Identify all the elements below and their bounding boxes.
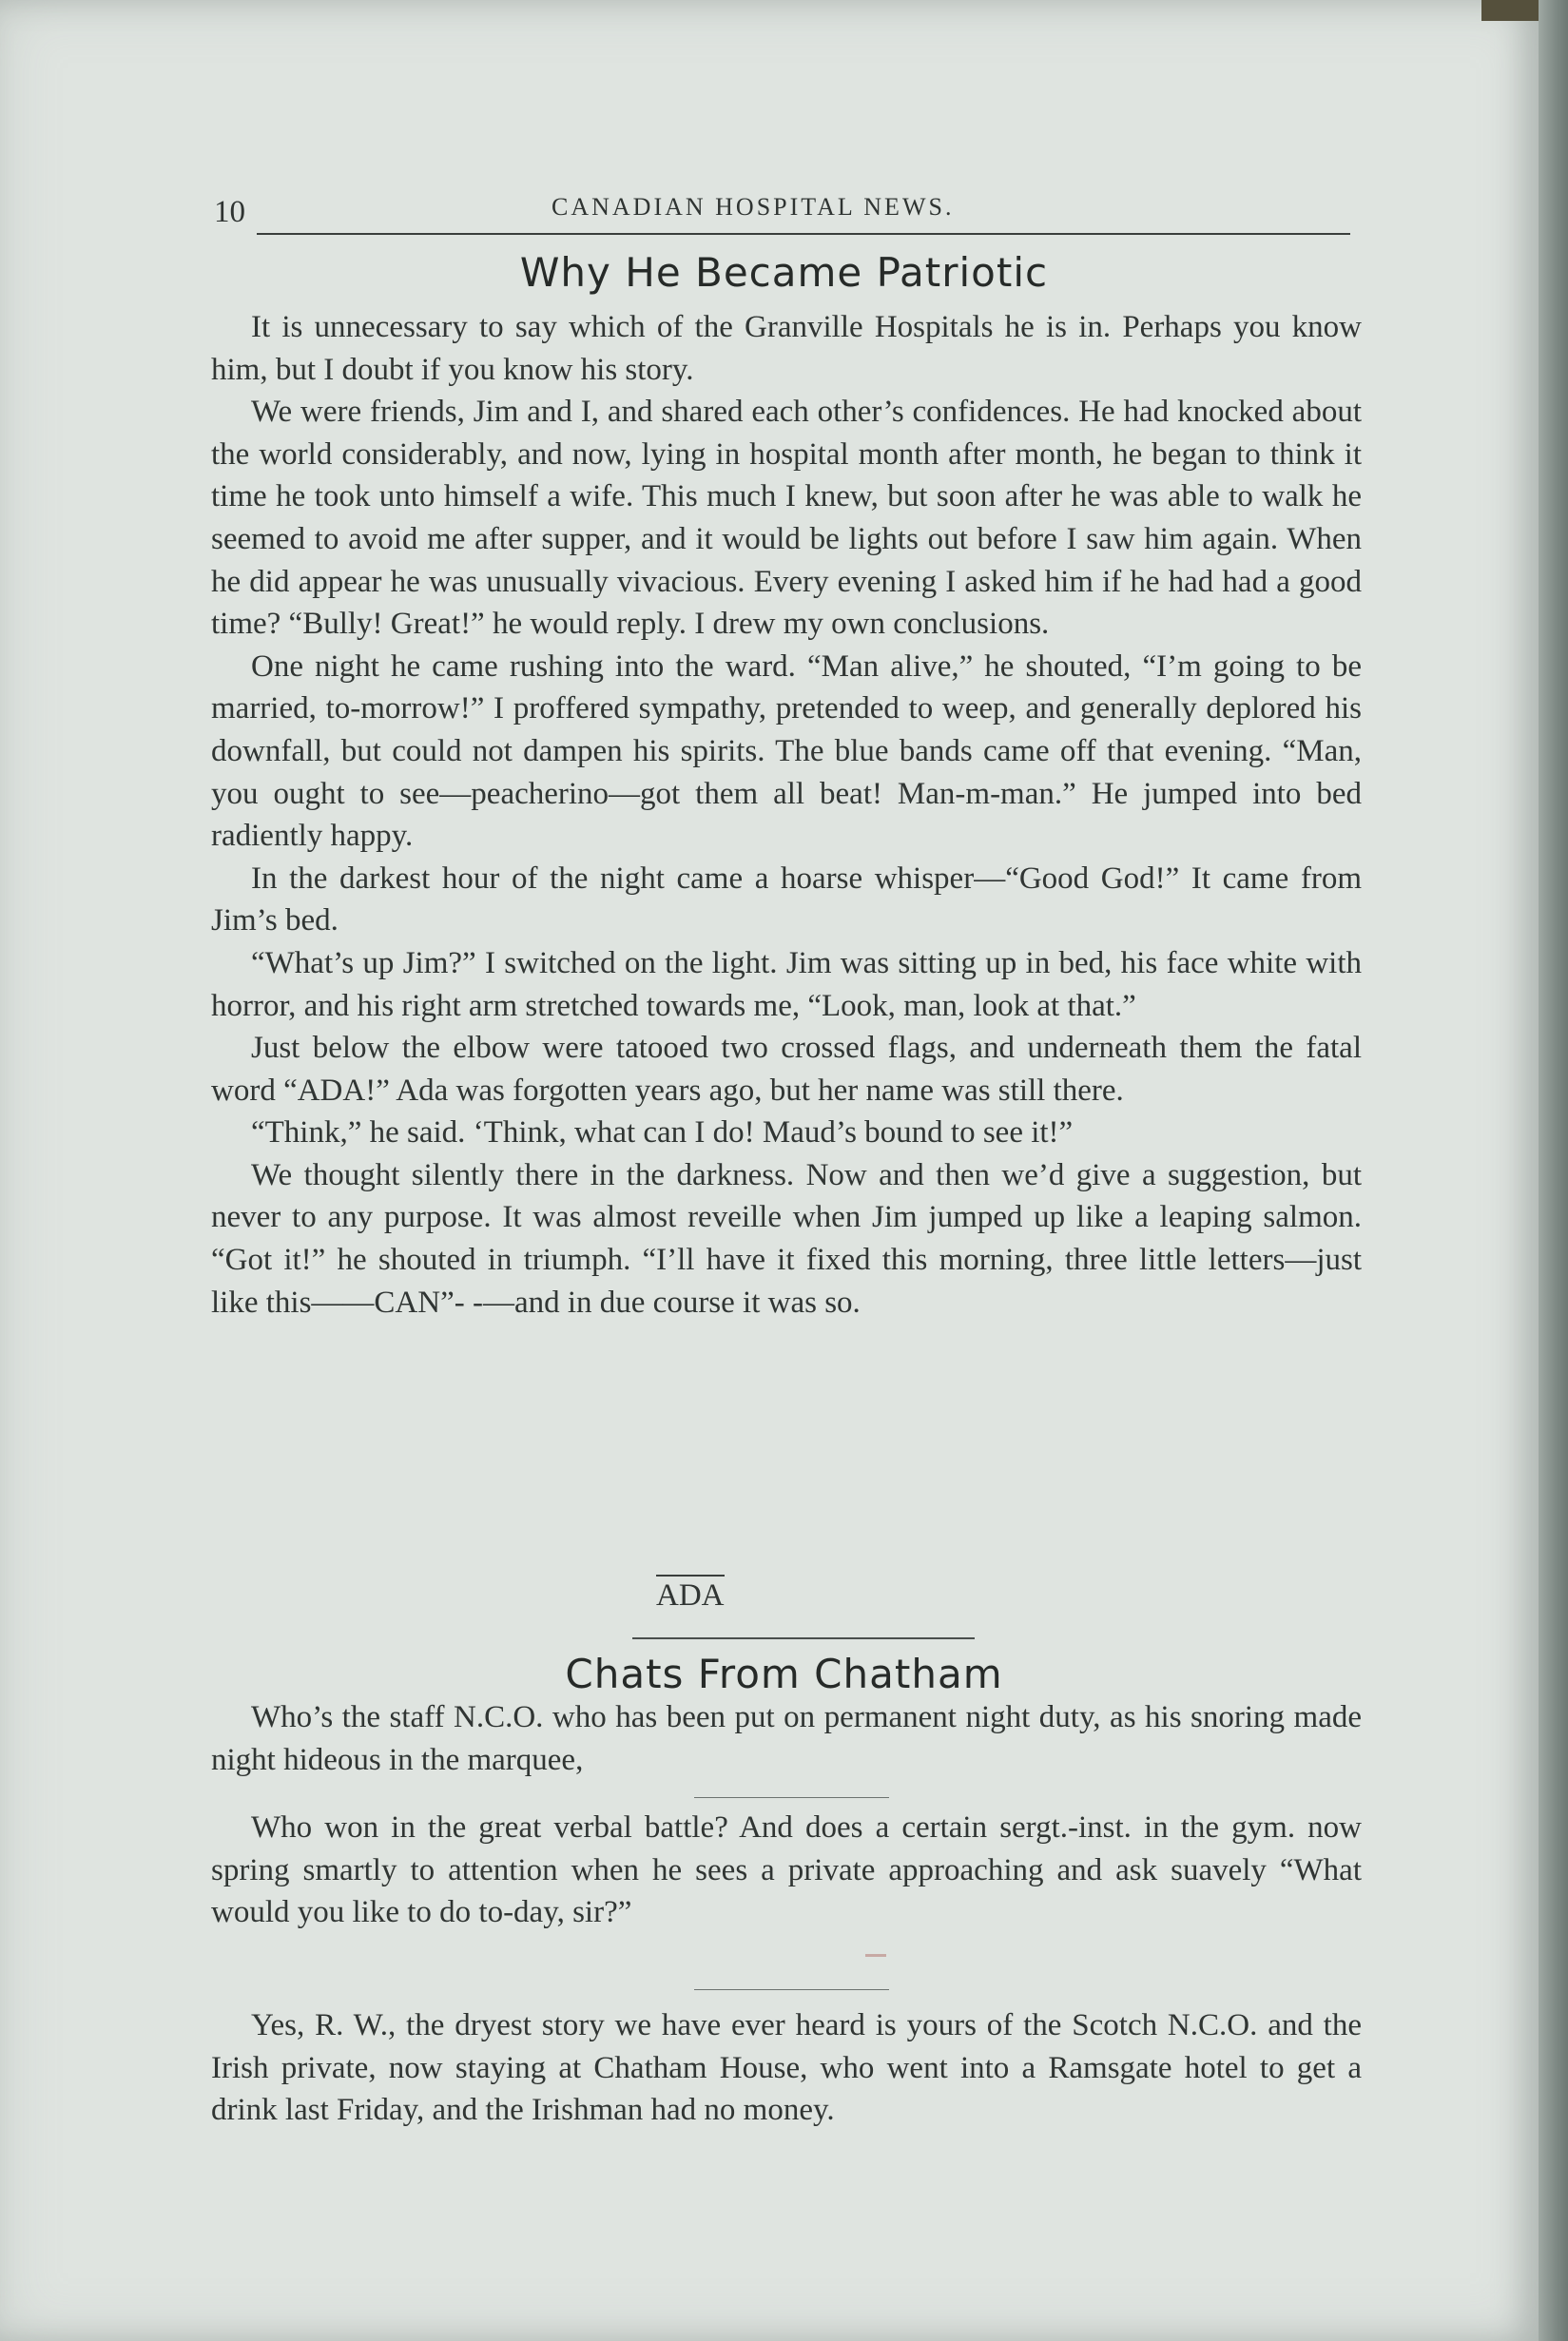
paragraph: Just below the elbow were tatooed two crossed flags, and underneath them the fatal word “ADA!” Ada was forgotten years ago, but her name was still there. [211,1031,1362,1108]
chatham-item-3 [211,2004,1362,2132]
paragraph: It is unnecessary to say which of the Granville Hospitals he is in. Perhaps you know him, but I doubt if you know his story. [211,310,1362,387]
section-divider [632,1637,975,1639]
item-divider [694,1989,889,1990]
journal-name: CANADIAN HOSPITAL NEWS. [552,193,955,221]
paragraph: In the darkest hour of the night came a hoarse whisper—“Good God!” It came from Jim’s bed. [211,861,1362,938]
paragraph: “Think,” he said. ‘Think, what can I do! Maud’s bound to see it!” [251,1115,1074,1151]
running-head [214,185,1350,235]
page-corner [1481,0,1539,21]
paragraph: We were friends, Jim and I, and shared each other’s confidences. He had knocked about the world considerably, and now, lying in hospital month after month, he began to think it time he took unto himself a wife. This much I knew, but soon after he was able to walk he seemed to avoid me after supper, and it would be lights out before I saw him again. When he did appear he was unusually vivacious. Every evening I asked him if he had had a good time? “Bully! Great!” he would reply. I drew my own conclusions. [211,395,1362,642]
article-body-chatham [211,1696,1362,1781]
paragraph: We thought silently there in the darkness. Now and then we’d give a suggestion, but never to any purpose. It was almost reveille when Jim jumped up like a leaping salmon. “Got it!” he shouted in triumph. “I’ll have it fixed this morning, three little letters—just like this——CAN”- -—and in due course it was so. [211,1157,1362,1320]
article-body-patriotic [211,306,1362,1324]
paragraph: Who won in the great verbal battle? And does a certain sergt.-inst. in the gym. now spring smartly to attention when he sees a private approaching and ask suavely “What would you like to do to-day, sir?” [211,1810,1362,1930]
item-divider [694,1797,889,1798]
page-number: 10 [214,195,245,229]
paragraph: Who’s the staff N.C.O. who has been put on permanent night duty, as his snoring made night hideous in the marquee, [211,1700,1362,1777]
paragraph: Yes, R. W., the dryest story we have ever heard is yours of the Scotch N.C.O. and the Irish private, now staying at Chatham House, who went into a Ramsgate hotel to get a drink last Friday, and the Irishman had no money. [211,2008,1362,2128]
chatham-item-2 [211,1807,1362,1934]
book-spine-edge [1539,0,1568,2341]
ink-mark [865,1954,886,1957]
paragraph: “What’s up Jim?” I switched on the light. Jim was sitting up in bed, his face white with horror, and his right arm stretched towards me, “Look, man, look at that.” [211,945,1362,1023]
article-title-chatham: Chats From Chatham [565,1651,1003,1697]
header-rule [257,233,1350,235]
paragraph: One night he came rushing into the ward. “Man alive,” he shouted, “I’m going to be married, to-morrow!” I proffered sympathy, pretended to weep, and generally deplored his downfall, but could not dampen his spirits. The blue bands came off that evening. “Man, you ought to see—peacherino—got them all beat! Man-m-man.” He jumped into bed radiently happy. [211,648,1362,854]
fraction-bottom-word: ADA [656,1575,725,1614]
article-title-patriotic: Why He Became Patriotic [519,249,1049,296]
